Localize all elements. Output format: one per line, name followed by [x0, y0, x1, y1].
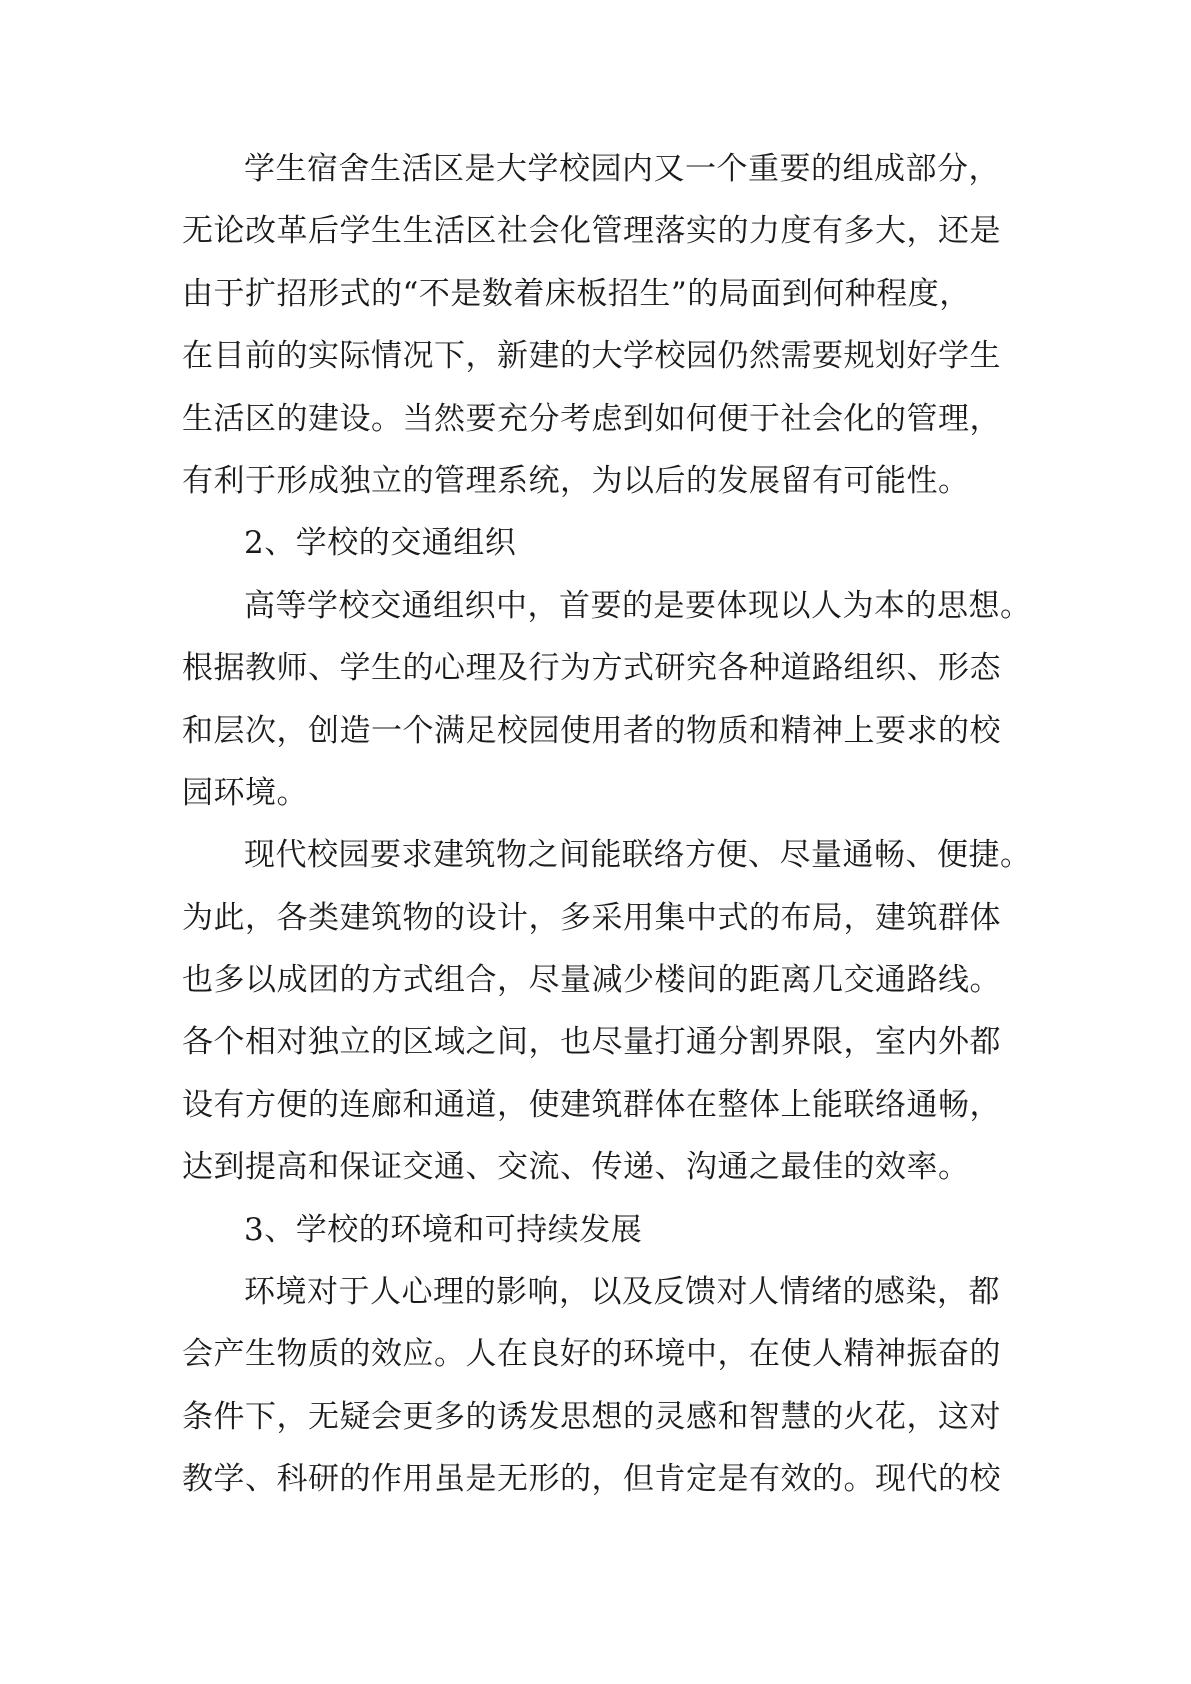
text-line: 学生宿舍生活区是大学校园内又一个重要的组成部分， — [244, 151, 1000, 187]
text-line: 高等学校交通组织中，首要的是要体现以人为本的思想。 — [244, 587, 1032, 624]
text-line: 生活区的建设。当然要充分考虑到如何便于社会化的管理， — [182, 400, 1001, 437]
heading-line: 3、学校的环境和可持续发展 — [244, 1211, 643, 1248]
text-line: 设有方便的连廊和通道，使建筑群体在整体上能联络通畅， — [182, 1086, 1001, 1123]
paragraph-environment — [182, 1261, 1021, 1511]
text-line: 条件下，无疑会更多的诱发思想的灵感和智慧的火花，这对 — [182, 1398, 1001, 1435]
text-line: 由于扩招形式的“不是数着床板招生”的局面到何种程度， — [182, 275, 971, 312]
section-heading-environment — [182, 1199, 1021, 1261]
paragraph-traffic-organization — [182, 575, 1032, 825]
text-line: 无论改革后学生生活区社会化管理落实的力度有多大，还是 — [182, 213, 1001, 250]
text-line: 和层次，创造一个满足校园使用者的物质和精神上要求的校 — [182, 712, 1001, 749]
text-line: 园环境。 — [182, 774, 308, 811]
heading-line: 2、学校的交通组织 — [244, 525, 517, 562]
text-line: 各个相对独立的区域之间，也尽量打通分割界限，室内外都 — [182, 1024, 1001, 1061]
text-line: 有利于形成独立的管理系统，为以后的发展留有可能性。 — [182, 462, 970, 499]
paragraph-modern-campus — [182, 824, 1032, 1198]
paragraph-dormitory — [182, 138, 1021, 512]
text-line: 会产生物质的效应。人在良好的环境中，在使人精神振奋的 — [182, 1336, 1001, 1373]
section-heading-traffic — [182, 512, 1021, 574]
text-line: 为此，各类建筑物的设计，多采用集中式的布局，建筑群体 — [182, 899, 1001, 936]
text-line: 环境对于人心理的影响，以及反馈对人情绪的感染，都 — [244, 1274, 1000, 1311]
text-line: 也多以成团的方式组合，尽量减少楼间的距离几交通路线。 — [182, 962, 1001, 999]
text-line: 达到提高和保证交通、交流、传递、沟通之最佳的效率。 — [182, 1149, 970, 1186]
text-line: 现代校园要求建筑物之间能联络方便、尽量通畅、便捷。 — [244, 837, 1032, 874]
text-line: 教学、科研的作用虽是无形的，但肯定是有效的。现代的校 — [182, 1461, 1001, 1498]
text-line: 根据教师、学生的心理及行为方式研究各种道路组织、形态 — [182, 650, 1001, 687]
text-line: 在目前的实际情况下，新建的大学校园仍然需要规划好学生 — [182, 338, 1001, 375]
